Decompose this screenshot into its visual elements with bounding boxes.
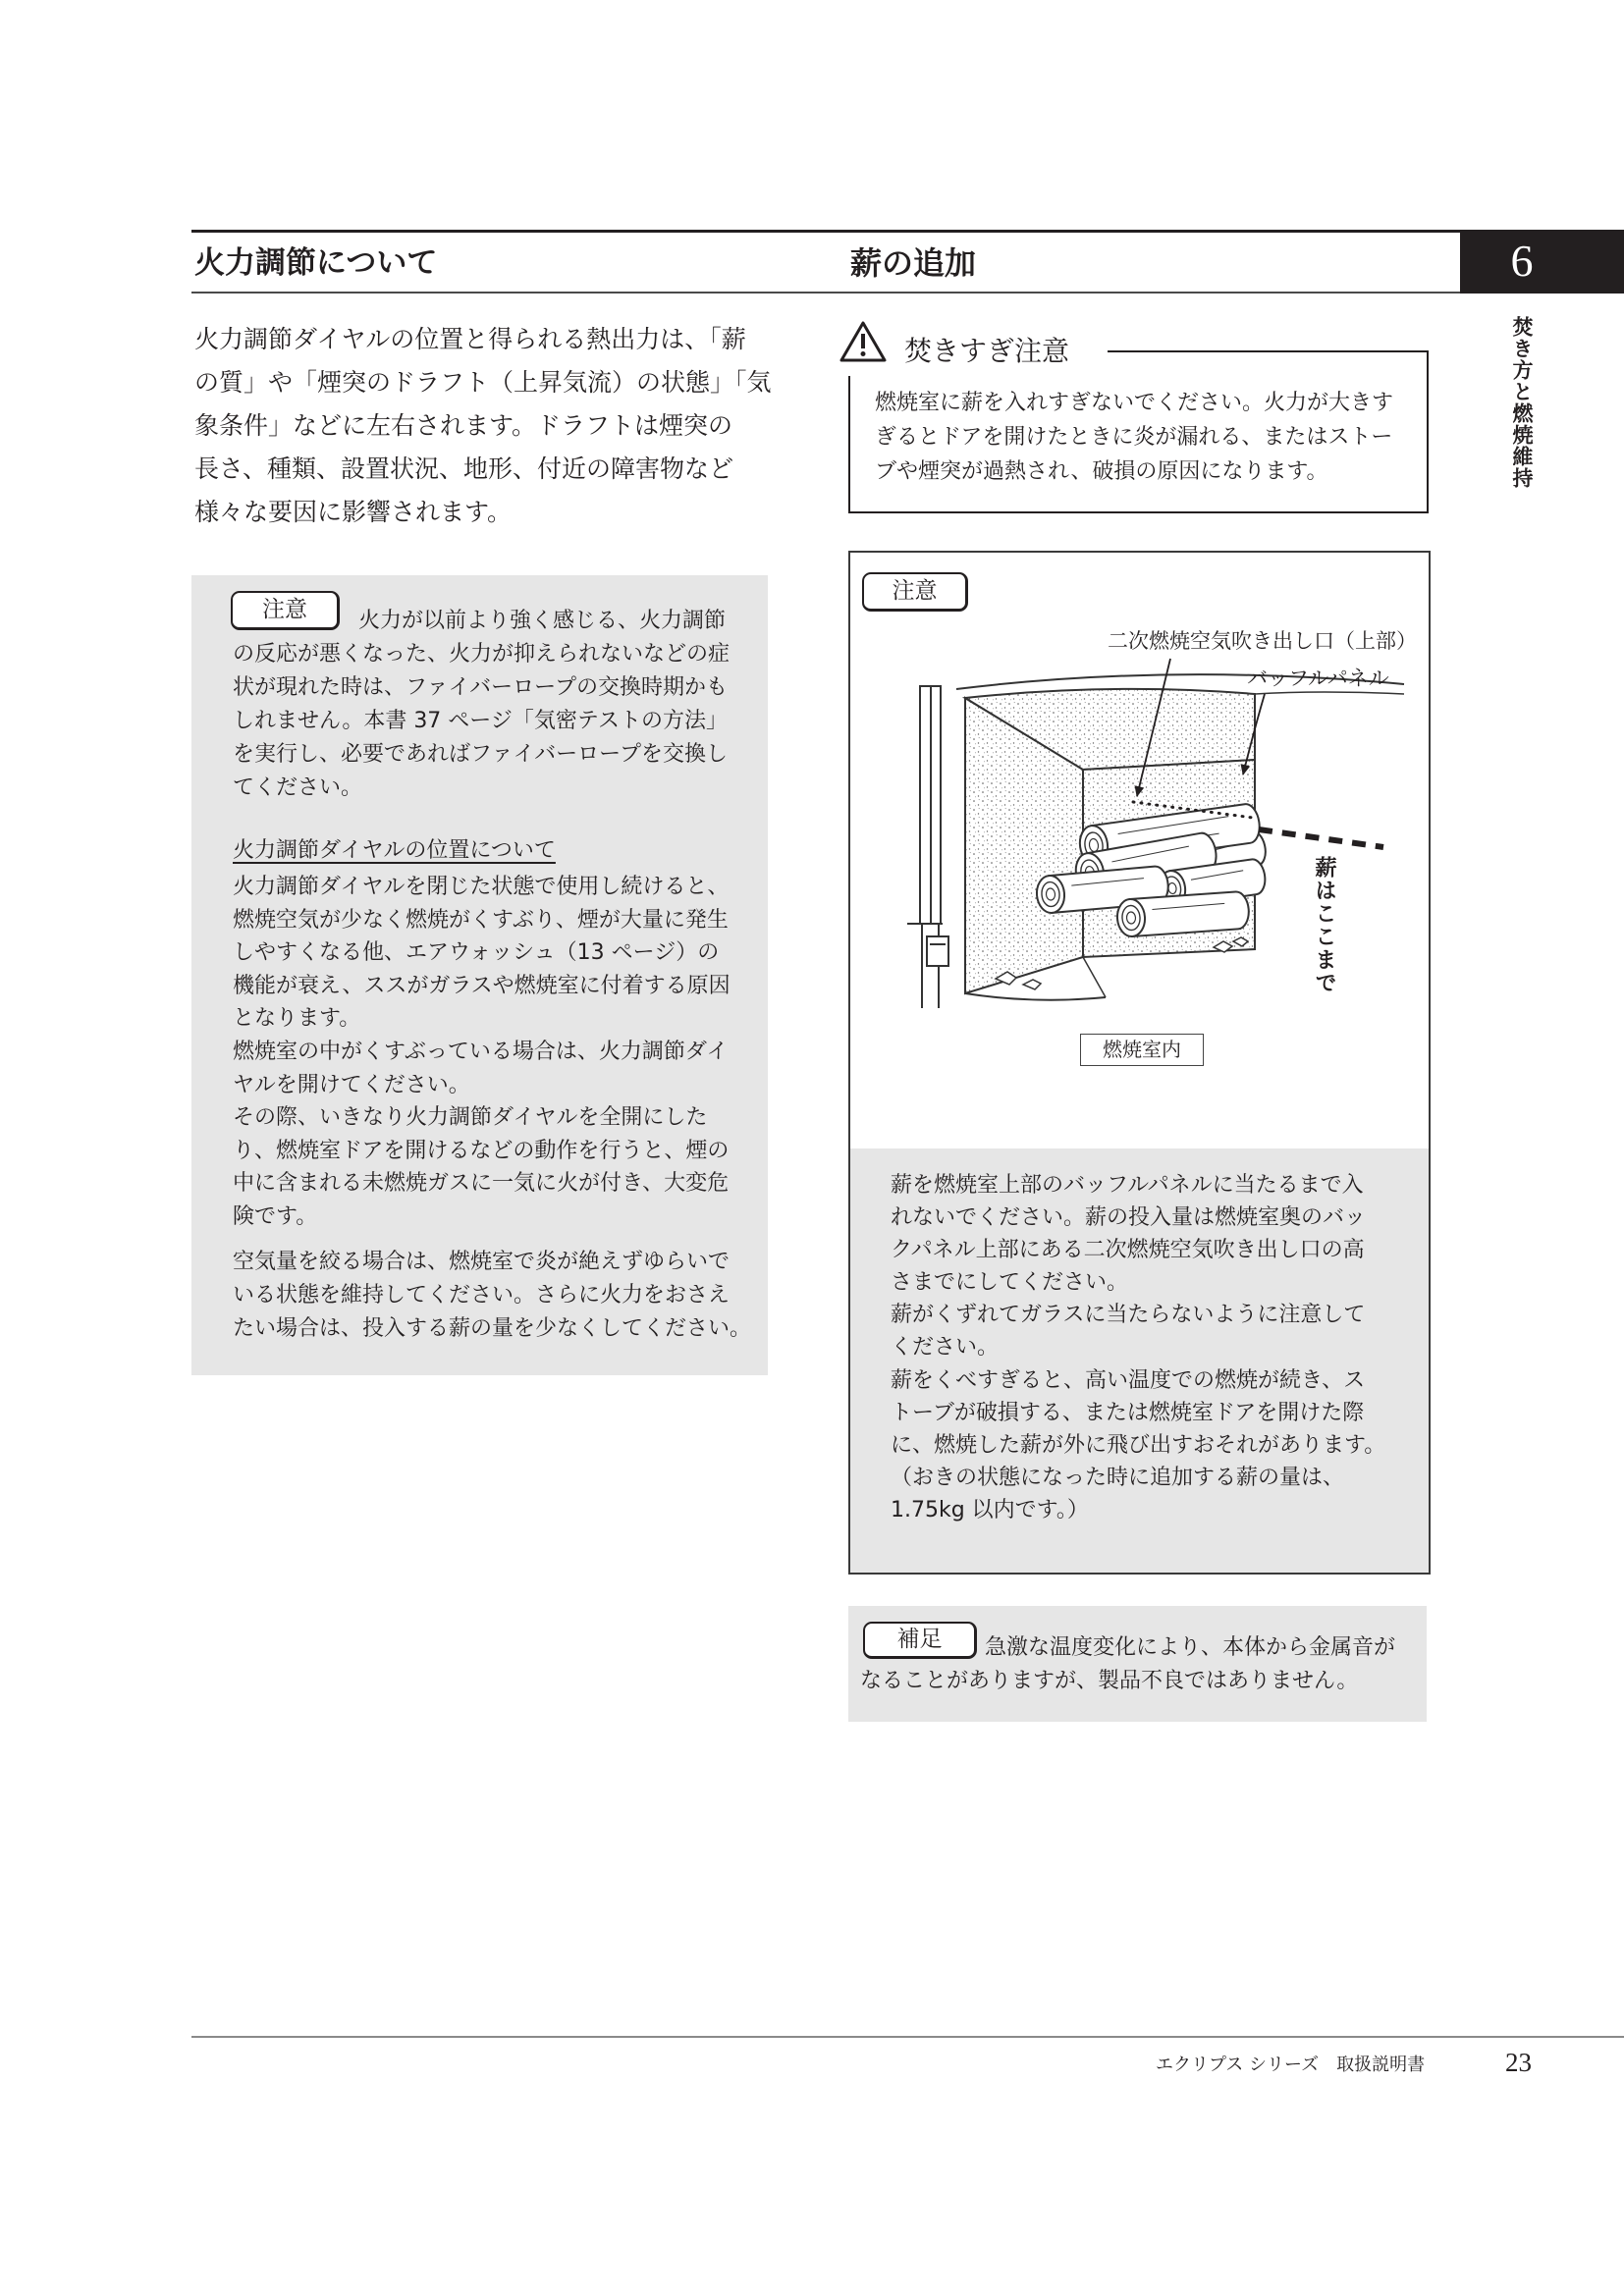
dial-line: ヤルを開けてください。 [233, 1072, 470, 1097]
air-reduction-paragraph [233, 1246, 751, 1346]
baffle-label: バッフルパネル [1247, 667, 1389, 690]
figure-note-line: 薪をくべすぎると、高い温度での燃焼が続き、ス [891, 1367, 1366, 1393]
dial-line: その際、いきなり火力調節ダイヤルを全開にした [233, 1105, 708, 1131]
warning-text [875, 386, 1393, 489]
warning-box-right-border [1427, 350, 1429, 513]
footer-manual-title: エクリプス シリーズ 取扱説明書 [1156, 2055, 1426, 2075]
header-bottom-rule [191, 292, 1460, 294]
dial-line: り、燃焼室ドアを開けるなどの動作を行うと、煙の [233, 1138, 730, 1163]
dial-line: 燃焼空気が少なく燃焼がくすぶり、煙が大量に発生 [233, 907, 729, 933]
intro-line: 様々な要因に影響されます。 [194, 498, 513, 526]
warning-box-bottom-border [848, 511, 1429, 513]
supplement-line: なることがありますが、製品不良ではありません。 [860, 1669, 1359, 1693]
warning-line: 燃焼室に薪を入れすぎないでください。火力が大きす [875, 391, 1394, 415]
warning-line: ぎるとドアを開けたときに炎が漏れる、またはストー [875, 425, 1393, 450]
figure-note-line: 薪がくずれてガラスに当たらないように注意して [891, 1303, 1366, 1328]
figure-note-line: 1.75kg 以内です。） [891, 1497, 1089, 1522]
caution-paragraph [233, 605, 730, 805]
intro-paragraph [194, 318, 772, 534]
chapter-title: 焚き方と燃焼維持 [1510, 316, 1535, 489]
caution-line: を実行し、必要であればファイバーロープを交換し [233, 742, 729, 767]
firebox-figure [848, 551, 1431, 1575]
intro-line: 長さ、種類、設置状況、地形、付近の障害物など [194, 454, 734, 483]
dial-line: 燃焼室の中がくすぶっている場合は、火力調節ダイ [233, 1039, 729, 1064]
fill-limit-label: 薪はここまで [1312, 856, 1336, 994]
caution-line: てください。 [233, 775, 363, 800]
chapter-number: 6 [1510, 236, 1534, 286]
caution-line: しれません。本書 37 ページ「気密テストの方法」 [233, 709, 728, 733]
dial-line: 機能が衰え、ススがガラスや燃焼室に付着する原因 [233, 973, 731, 998]
dial-line: となります。 [233, 1006, 361, 1032]
dial-line: 中に含まれる未燃焼ガスに一気に火が付き、大変危 [233, 1171, 730, 1197]
chapter-tab [1460, 230, 1624, 294]
figure-note-line: に、燃焼した薪が外に飛び出すおそれがあります。 [891, 1432, 1386, 1458]
supplement-line: 急激な温度変化により、本体から金属音が [985, 1635, 1396, 1660]
caution-badge: 注意 [231, 591, 340, 630]
header-top-rule [191, 230, 1460, 233]
figure-note-panel [850, 1148, 1429, 1573]
fill-limit-line [1259, 829, 1383, 847]
firebox-caption: 燃焼室内 [1080, 1034, 1204, 1066]
figure-note-text [891, 1169, 1385, 1526]
supplement-badge: 補足 [863, 1622, 977, 1659]
figure-note-line: ください。 [891, 1335, 1000, 1361]
warning-box-left-border [848, 376, 850, 513]
caution-line: の反応が悪くなった、火力が抑えられないなどの症 [233, 642, 731, 667]
caution-line: 状が現れた時は、ファイバーロープの交換時期かも [233, 675, 729, 700]
supplement-box [848, 1606, 1427, 1722]
footer-rule [191, 2036, 1624, 2038]
section-heading-heat-control: 火力調節について [194, 245, 438, 281]
intro-line: 象条件」などに左右されます。ドラフトは煙突の [194, 411, 733, 440]
figure-note-line: れないでください。薪の投入量は燃焼室奥のバッ [891, 1205, 1367, 1231]
dial-position-paragraph [233, 871, 731, 1234]
warning-line: ブや煙突が過熱され、破損の原因になります。 [875, 459, 1328, 484]
dial-position-subheading: 火力調節ダイヤルの位置について [233, 838, 556, 863]
figure-note-line: 薪を燃焼室上部のバッフルパネルに当たるまで入 [891, 1173, 1364, 1198]
warning-triangle-icon [839, 320, 888, 363]
door-frame [907, 686, 948, 1008]
outlet-label: 二次燃焼空気吹き出し口（上部） [1108, 629, 1417, 653]
page-number: 23 [1505, 2048, 1532, 2077]
dial-line: 火力調節ダイヤルを閉じた状態で使用し続けると、 [233, 875, 730, 899]
caution-note-box [191, 575, 768, 1375]
air-line: たい場合は、投入する薪の量を少なくしてください。 [233, 1316, 752, 1341]
figure-note-line: トーブが破損する、または燃焼室ドアを開けた際 [891, 1400, 1365, 1425]
figure-caution-badge: 注意 [862, 572, 968, 612]
intro-line: 火力調節ダイヤルの位置と得られる熱出力は、「薪 [194, 325, 746, 353]
figure-note-line: クパネル上部にある二次燃焼空気吹き出し口の高 [891, 1238, 1365, 1263]
figure-note-line: さまでにしてください。 [891, 1270, 1129, 1296]
warning-title: 焚きすぎ注意 [904, 335, 1070, 367]
caution-line: 火力が以前より強く感じる、火力調節 [358, 609, 727, 633]
air-line: 空気量を絞る場合は、燃焼室で炎が絶えずゆらいで [233, 1250, 731, 1274]
air-line: いる状態を維持してください。さらに火力をおさえ [233, 1283, 731, 1308]
dial-line: 険です。 [233, 1203, 318, 1229]
dial-line: しやすくなる他、エアウォッシュ（13 ページ）の [233, 940, 720, 966]
figure-note-line: （おきの状態になった時に追加する薪の量は、 [891, 1465, 1345, 1490]
warning-box-top-border [1108, 350, 1429, 352]
section-heading-add-wood: 薪の追加 [850, 244, 977, 282]
intro-line: の質」や「煙突のドラフト（上昇気流）の状態」「気 [194, 368, 772, 397]
